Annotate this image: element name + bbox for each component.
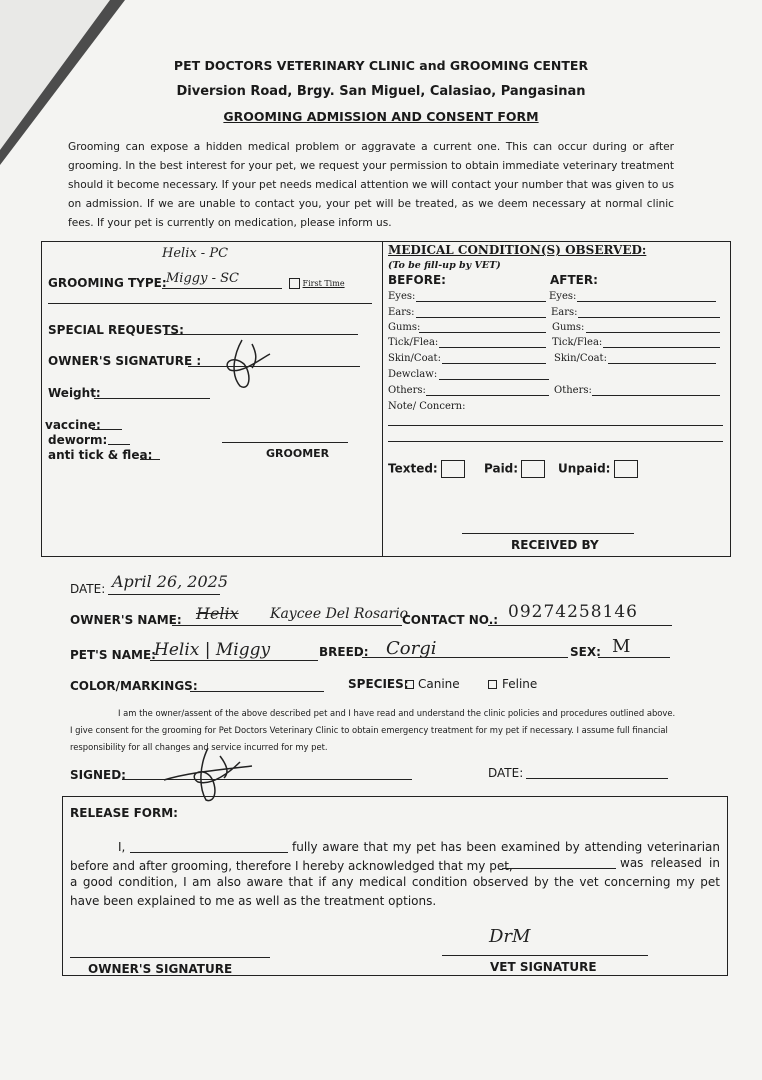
texted-checkbox[interactable] xyxy=(388,460,465,478)
groomer-line xyxy=(222,442,348,443)
anti-tick-line xyxy=(140,459,160,460)
owner-signature-label: OWNER'S SIGNATURE : xyxy=(48,354,202,368)
first-time-checkbox[interactable] xyxy=(289,278,345,289)
feline-option[interactable] xyxy=(488,677,537,691)
signed-scribble xyxy=(160,742,260,804)
owner-name-line xyxy=(172,625,402,626)
paid-checkbox[interactable] xyxy=(484,460,545,478)
vaccine-line xyxy=(92,429,122,430)
before-gums-line xyxy=(419,332,546,333)
pet-name-value: Helix | Miggy xyxy=(154,640,271,660)
consent-date-label: DATE: xyxy=(488,766,524,780)
deworm-line xyxy=(108,444,130,445)
before-eyes-line xyxy=(416,301,546,302)
after-gums-line xyxy=(586,332,720,333)
consent-text: I am the owner/assent of the above described pet and I have read and understand the clinic policies and procedures outlined above. I give consent for the grooming for Pet Doctors Veterinary Clinic to obtain emergency treatment for my pet if necessary. I assume full financial responsibility for all changes and service incurred for my pet. xyxy=(70,708,676,752)
box-divider xyxy=(382,241,383,556)
after-gums: Gums: xyxy=(552,322,585,333)
vet-initials: DrM xyxy=(489,926,531,947)
clinic-name: PET DOCTORS VETERINARY CLINIC and GROOMING CENTER xyxy=(173,58,589,73)
form-title: GROOMING ADMISSION AND CONSENT FORM xyxy=(223,109,539,124)
grooming-type-line xyxy=(162,288,282,289)
groomer-label: GROOMER xyxy=(266,447,330,460)
before-tick-flea: Tick/Flea: xyxy=(388,337,439,348)
weight-line xyxy=(94,398,210,399)
date-value: April 26, 2025 xyxy=(112,572,229,591)
pet-name-label: PET'S NAME: xyxy=(70,648,156,662)
after-label: AFTER: xyxy=(550,273,598,287)
release-owner-signature-label: OWNER'S SIGNATURE xyxy=(88,962,233,976)
texted-label: Texted: xyxy=(388,461,438,476)
after-ears-line xyxy=(578,317,720,318)
paid-label: Paid: xyxy=(484,461,519,476)
first-time-label: First Time xyxy=(302,279,345,288)
after-eyes-line xyxy=(577,301,716,302)
medical-condition-title: MEDICAL CONDITION(S) OBSERVED: xyxy=(388,243,647,257)
grooming-type-value-1: Helix - PC xyxy=(162,246,229,261)
release-owner-line xyxy=(70,957,270,958)
owner-name-value: Kaycee Del Rosario xyxy=(270,606,409,622)
intro-paragraph: Grooming can expose a hidden medical problem or aggravate a current one. This can occur during or after grooming. In the best interest for your pet, we request your permission to obtain immediate veterinary treatment should it become necessary. If your pet needs medical attention we will contact your number that was given to us on admission. If we are unable to contact you, your pet will be treated, as we deem necessary at normal clinic fees. If your pet is currently on medication, please inform us. xyxy=(68,141,675,229)
note-line-2 xyxy=(388,441,723,442)
sex-line xyxy=(598,657,670,658)
clinic-address: Diversion Road, Brgy. San Miguel, Calasiao, Pangasinan xyxy=(176,84,586,99)
canine-option[interactable] xyxy=(405,677,460,691)
before-skin-line xyxy=(442,363,546,364)
species-label: SPECIES: xyxy=(348,677,409,691)
deworm-label: deworm: xyxy=(48,433,108,447)
release-vet-line xyxy=(442,955,648,956)
received-by-label: RECEIVED BY xyxy=(511,538,599,552)
before-dewclaw-line xyxy=(439,379,549,380)
before-eyes: Eyes: xyxy=(388,291,416,302)
before-tick-line xyxy=(439,347,546,348)
after-eyes: Eyes: xyxy=(549,291,577,302)
vaccine-label: vaccine: xyxy=(45,418,101,432)
unpaid-checkbox[interactable] xyxy=(558,460,638,478)
before-skin-coat: Skin/Coat: xyxy=(388,353,441,364)
sex-label: SEX: xyxy=(570,645,601,659)
owner-name-struck: Helix xyxy=(196,604,239,623)
feline-label: Feline xyxy=(502,677,538,691)
release-p2: fully aware that my pet has been examined by attending veterinarian before and after grooming, therefore I hereby acknowledged that my pet, xyxy=(70,840,720,873)
page-fold-corner xyxy=(0,0,110,150)
special-requests-label: SPECIAL REQUESTS: xyxy=(48,323,184,337)
owner-name-label: OWNER'S NAME: xyxy=(70,613,182,627)
before-others-line xyxy=(426,395,549,396)
breed-value: Corgi xyxy=(386,638,437,659)
grooming-type-line-2 xyxy=(48,303,372,304)
after-others: Others: xyxy=(554,385,592,396)
release-vet-signature-label: VET SIGNATURE xyxy=(490,960,597,974)
unpaid-label: Unpaid: xyxy=(558,461,611,476)
release-title: RELEASE FORM: xyxy=(70,806,178,820)
received-by-line xyxy=(462,533,634,534)
signed-label: SIGNED: xyxy=(70,768,126,782)
grooming-type-label: GROOMING TYPE: xyxy=(48,276,167,290)
before-gums: Gums: xyxy=(388,322,421,333)
after-ears: Ears: xyxy=(551,307,578,318)
breed-line xyxy=(362,657,568,658)
before-others: Others: xyxy=(388,385,426,396)
color-line xyxy=(190,691,324,692)
release-p3: was released in a good condition, I am also aware that if any medical condition observed by the vet concerning my pet have been explained to me as well as the treatment options. xyxy=(70,856,720,908)
before-dewclaw: Dewclaw: xyxy=(388,369,438,380)
breed-label: BREED: xyxy=(319,645,369,659)
canine-label: Canine xyxy=(418,677,460,691)
after-tick-line xyxy=(603,347,720,348)
vet-note: (To be fill-up by VET) xyxy=(388,260,501,271)
date-line xyxy=(108,594,220,595)
contact-value: 09274258146 xyxy=(508,602,638,622)
pet-name-line xyxy=(150,660,318,661)
color-markings-label: COLOR/MARKINGS: xyxy=(70,679,198,693)
after-others-line xyxy=(592,395,720,396)
before-ears: Ears: xyxy=(388,307,415,318)
consent-date-line xyxy=(526,778,668,779)
after-skin-coat: Skin/Coat: xyxy=(554,353,607,364)
note-concern-label: Note/ Concern: xyxy=(388,401,466,412)
before-label: BEFORE: xyxy=(388,273,446,287)
release-i: I, xyxy=(118,840,126,854)
before-ears-line xyxy=(416,317,546,318)
anti-tick-label: anti tick & flea: xyxy=(48,448,153,462)
contact-label: CONTACT NO.: xyxy=(402,613,499,627)
weight-label: Weight: xyxy=(48,386,101,400)
after-skin-line xyxy=(608,363,716,364)
owner-signature-scribble xyxy=(212,334,282,394)
grooming-type-value-2: Miggy - SC xyxy=(166,271,239,286)
after-tick-flea: Tick/Flea: xyxy=(552,337,603,348)
release-text-2 xyxy=(70,854,720,911)
sex-value: M xyxy=(612,636,631,657)
contact-line xyxy=(488,625,672,626)
date-label: DATE: xyxy=(70,582,106,596)
note-line-1 xyxy=(388,425,723,426)
